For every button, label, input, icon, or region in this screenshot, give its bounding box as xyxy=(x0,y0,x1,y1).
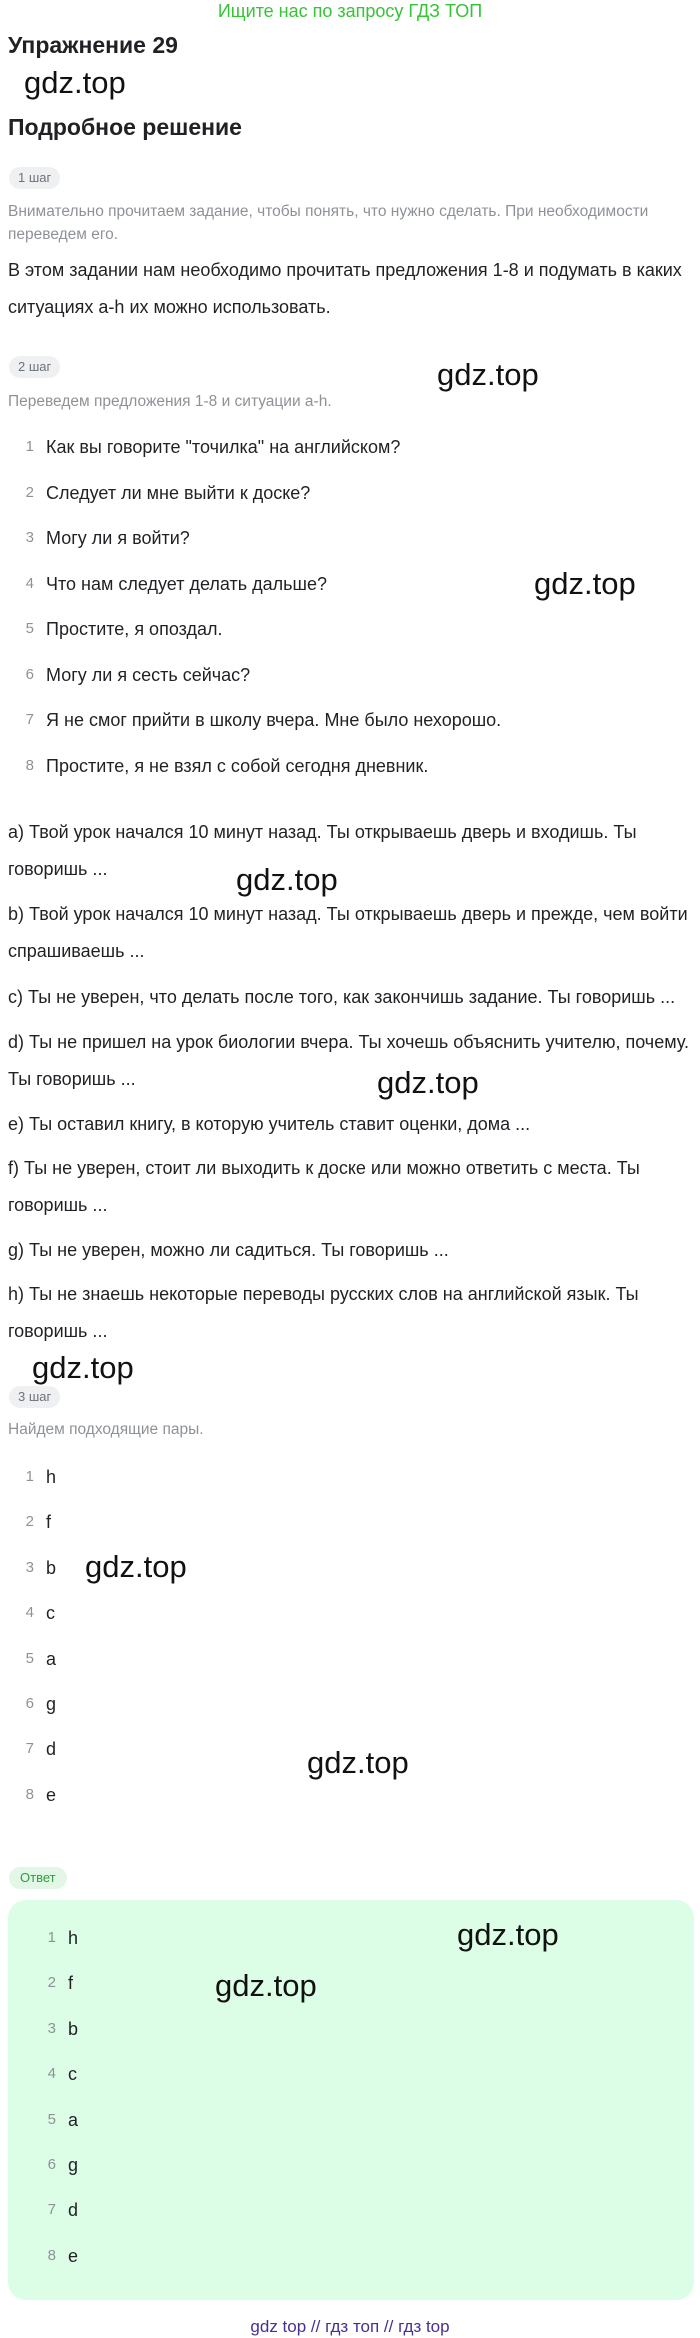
item-text: h xyxy=(68,1928,79,1948)
item-number: 7 xyxy=(47,2201,56,2218)
list-item xyxy=(0,1644,600,1674)
list-item xyxy=(0,751,600,781)
item-number: 5 xyxy=(25,620,34,637)
list-item xyxy=(0,1462,600,1492)
situation-h: h) Ты не знаешь некоторые переводы русских слов на английской язык. Ты говоришь ... xyxy=(8,1284,639,1341)
item-text: e xyxy=(68,2246,79,2266)
situation-c: c) Ты не уверен, что делать после того, как закончишь задание. Ты говоришь ... xyxy=(8,987,676,1007)
item-text: d xyxy=(68,2200,79,2220)
item-number: 4 xyxy=(25,1604,34,1621)
item-number: 8 xyxy=(25,1786,34,1803)
watermark: gdz.top xyxy=(307,1745,409,1780)
list-item xyxy=(0,2195,600,2225)
item-number: 3 xyxy=(47,2020,56,2037)
step-1-text: В этом задании нам необходимо прочитать предложения 1-8 и подумать в каких ситуациях a-h их можно использовать. xyxy=(8,260,682,317)
item-text: Могу ли я сесть сейчас? xyxy=(46,665,251,685)
list-item xyxy=(0,523,600,553)
situation-g: g) Ты не уверен, можно ли садиться. Ты говоришь ... xyxy=(8,1240,449,1260)
item-number: 4 xyxy=(25,575,34,592)
step-1-badge: 1 шаг xyxy=(9,167,60,189)
list-item xyxy=(0,478,600,508)
item-text: e xyxy=(46,1785,57,1805)
situation-a: a) Твой урок начался 10 минут назад. Ты открываешь дверь и входишь. Ты говоришь ... xyxy=(8,822,637,879)
watermark: gdz.top xyxy=(215,1968,317,2003)
item-number: 3 xyxy=(25,529,34,546)
item-text: h xyxy=(46,1467,57,1487)
item-text: b xyxy=(46,1558,57,1578)
item-number: 8 xyxy=(25,757,34,774)
step-2-hint: Переведем предложения 1-8 и ситуации a-h. xyxy=(8,393,332,410)
step-2-badge: 2 шаг xyxy=(9,356,60,378)
list-item xyxy=(0,2059,600,2089)
list-item xyxy=(0,614,600,644)
watermark: gdz.top xyxy=(377,1065,479,1100)
list-item xyxy=(0,569,600,599)
item-text: b xyxy=(68,2019,79,2039)
situation-e: e) Ты оставил книгу, в которую учитель ставит оценки, дома ... xyxy=(8,1114,531,1134)
item-text: Следует ли мне выйти к доске? xyxy=(46,483,311,503)
item-number: 6 xyxy=(25,666,34,683)
item-text: Что нам следует делать дальше? xyxy=(46,574,327,594)
item-number: 5 xyxy=(25,1650,34,1667)
page-title: Упражнение 29 xyxy=(8,32,178,58)
list-item xyxy=(0,2241,600,2271)
list-item xyxy=(0,2105,600,2135)
watermark: gdz.top xyxy=(236,862,338,897)
list-item xyxy=(0,2014,600,2044)
item-text: g xyxy=(68,2155,79,2175)
list-item xyxy=(0,1780,600,1810)
item-text: a xyxy=(68,2110,79,2130)
list-item xyxy=(0,1689,600,1719)
item-text: f xyxy=(46,1512,52,1532)
watermark: gdz.top xyxy=(85,1549,187,1584)
footer-links[interactable]: gdz top // гдз топ // гдз top xyxy=(250,2317,450,2336)
watermark: gdz.top xyxy=(437,357,539,392)
watermark: gdz.top xyxy=(32,1350,134,1385)
item-text: f xyxy=(68,1973,74,1993)
item-number: 4 xyxy=(47,2065,56,2082)
list-item xyxy=(0,432,600,462)
item-text: Как вы говорите "точилка" на английском? xyxy=(46,437,401,457)
list-item xyxy=(0,1598,600,1628)
step-3-badge: 3 шаг xyxy=(9,1386,60,1408)
item-number: 1 xyxy=(47,1929,56,1946)
item-number: 1 xyxy=(25,438,34,455)
answer-box xyxy=(8,1900,694,2300)
list-item xyxy=(0,660,600,690)
item-text: Простите, я опоздал. xyxy=(46,619,223,639)
item-text: Могу ли я войти? xyxy=(46,528,190,548)
item-text: a xyxy=(46,1649,57,1669)
list-item xyxy=(0,1507,600,1537)
list-item xyxy=(0,1734,600,1764)
item-number: 7 xyxy=(25,1740,34,1757)
item-number: 8 xyxy=(47,2247,56,2264)
item-text: c xyxy=(46,1603,55,1623)
item-number: 2 xyxy=(25,484,34,501)
item-number: 2 xyxy=(47,1974,56,1991)
item-number: 2 xyxy=(25,1513,34,1530)
watermark: gdz.top xyxy=(24,65,126,100)
answer-badge: Ответ xyxy=(9,1867,67,1889)
solution-heading: Подробное решение xyxy=(8,114,242,140)
situation-b: b) Твой урок начался 10 минут назад. Ты открываешь дверь и прежде, чем войти спрашиваешь ... xyxy=(8,904,688,961)
item-text: g xyxy=(46,1694,57,1714)
item-number: 1 xyxy=(25,1468,34,1485)
item-number: 5 xyxy=(47,2111,56,2128)
step-3-hint: Найдем подходящие пары. xyxy=(8,1421,204,1438)
search-banner[interactable]: Ищите нас по запросу ГДЗ ТОП xyxy=(217,1,483,21)
list-item xyxy=(0,2150,600,2180)
item-number: 6 xyxy=(25,1695,34,1712)
item-number: 3 xyxy=(25,1559,34,1576)
item-text: d xyxy=(46,1739,57,1759)
item-text: c xyxy=(68,2064,77,2084)
item-text: Я не смог прийти в школу вчера. Мне было нехорошо. xyxy=(46,710,502,730)
watermark: gdz.top xyxy=(534,566,636,601)
watermark: gdz.top xyxy=(457,1917,559,1952)
item-number: 7 xyxy=(25,711,34,728)
item-text: Простите, я не взял с собой сегодня дневник. xyxy=(46,756,429,776)
step-1-hint: Внимательно прочитаем задание, чтобы понять, что нужно сделать. При необходимости переведем его. xyxy=(8,203,649,243)
situation-d: d) Ты не пришел на урок биологии вчера. Ты хочешь объяснить учителю, почему. Ты говоришь ... xyxy=(8,1032,689,1089)
situation-f: f) Ты не уверен, стоит ли выходить к доске или можно ответить с места. Ты говоришь ... xyxy=(8,1158,640,1215)
list-item xyxy=(0,705,600,735)
item-number: 6 xyxy=(47,2156,56,2173)
